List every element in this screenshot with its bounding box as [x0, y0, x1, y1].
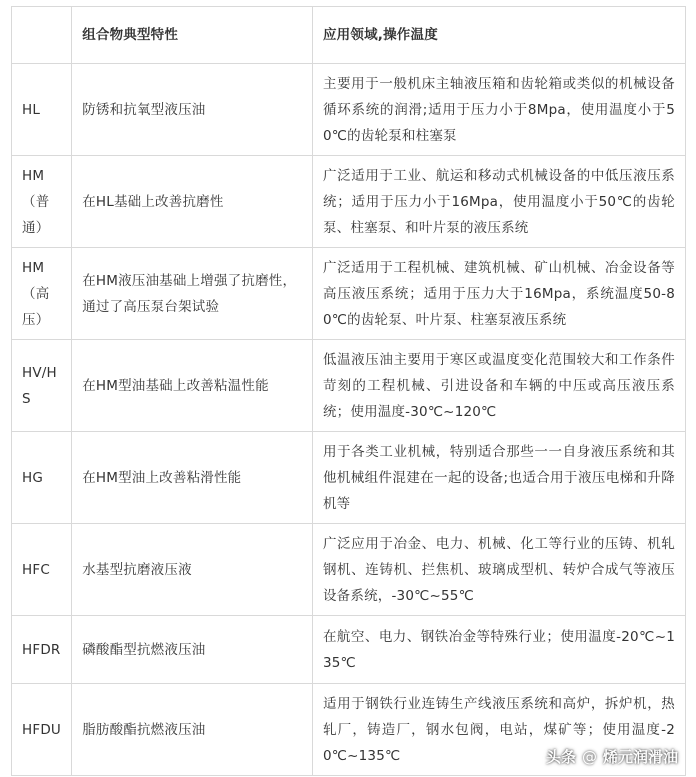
- cell-code: HFC: [12, 524, 72, 616]
- cell-application: 用于各类工业机械，特别适合那些一一自身液压系统和其他机械组件混建在一起的设备;也适合用于液压电梯和升降机等: [312, 432, 685, 524]
- table-row: [12, 156, 686, 248]
- cell-code: HFDR: [12, 616, 72, 684]
- cell-code: HV/HS: [12, 340, 72, 432]
- table-row: [12, 524, 686, 616]
- table-row: [12, 432, 686, 524]
- cell-feature: 在HM型油上改善粘滑性能: [72, 432, 313, 524]
- cell-application: 广泛适用于工程机械、建筑机械、矿山机械、冶金设备等高压液压系统；适用于压力大于16Mpa，系统温度50-80℃的齿轮泵、叶片泵、柱塞泵液压系统: [312, 248, 685, 340]
- table-row: [12, 616, 686, 684]
- cell-feature: 水基型抗磨液压液: [72, 524, 313, 616]
- cell-feature: 在HM液压油基础上增强了抗磨性，通过了高压泵台架试验: [72, 248, 313, 340]
- watermark-account: 烯元润滑油: [602, 748, 678, 766]
- header-cell-code: [12, 7, 72, 64]
- watermark: [546, 746, 678, 767]
- cell-application: 广泛适用于工业、航运和移动式机械设备的中低压液压系统；适用于压力小于16Mpa，使用温度小于50℃的齿轮泵、柱塞泵、和叶片泵的液压系统: [312, 156, 685, 248]
- cell-code: HG: [12, 432, 72, 524]
- cell-feature: 脂肪酸酯抗燃液压油: [72, 684, 313, 776]
- cell-code: HL: [12, 64, 72, 156]
- cell-application: 主要用于一般机床主轴液压箱和齿轮箱或类似的机械设备循环系统的润滑;适用于压力小于8Mpa，使用温度小于50℃的齿轮泵和柱塞泵: [312, 64, 685, 156]
- cell-code: HM（普通）: [12, 156, 72, 248]
- header-cell-application: 应用领域,操作温度: [312, 7, 685, 64]
- table-row: [12, 64, 686, 156]
- cell-application: 在航空、电力、钢铁冶金等特殊行业；使用温度-20℃~135℃: [312, 616, 685, 684]
- table-row: [12, 248, 686, 340]
- watermark-platform: 头条: [545, 748, 576, 766]
- table-row: [12, 340, 686, 432]
- cell-application: 广泛应用于冶金、电力、机械、化工等行业的压铸、机轧钢机、连铸机、拦焦机、玻璃成型机、转炉合成气等液压设备系统，-30℃~55℃: [312, 524, 685, 616]
- cell-code: HFDU: [12, 684, 72, 776]
- cell-feature: 在HM型油基础上改善粘温性能: [72, 340, 313, 432]
- cell-code: HM（高压）: [12, 248, 72, 340]
- header-cell-feature: 组合物典型特性: [72, 7, 313, 64]
- cell-application: 适用于钢铁行业连铸生产线液压系统和高炉，拆炉机，热轧厂，铸造厂，钢水包阀，电站，煤矿等；使用温度-20℃~135℃: [312, 684, 685, 776]
- cell-feature: 磷酸酯型抗燃液压油: [72, 616, 313, 684]
- cell-application: 低温液压油主要用于寒区或温度变化范围较大和工作条件苛刻的工程机械、引进设备和车辆的中压或高压液压系统；使用温度-30℃~120℃: [312, 340, 685, 432]
- table-header-row: [12, 7, 686, 64]
- hydraulic-oil-table: [11, 6, 686, 776]
- cell-feature: 在HL基础上改善抗磨性: [72, 156, 313, 248]
- cell-feature: 防锈和抗氧型液压油: [72, 64, 313, 156]
- watermark-separator: @: [581, 747, 597, 766]
